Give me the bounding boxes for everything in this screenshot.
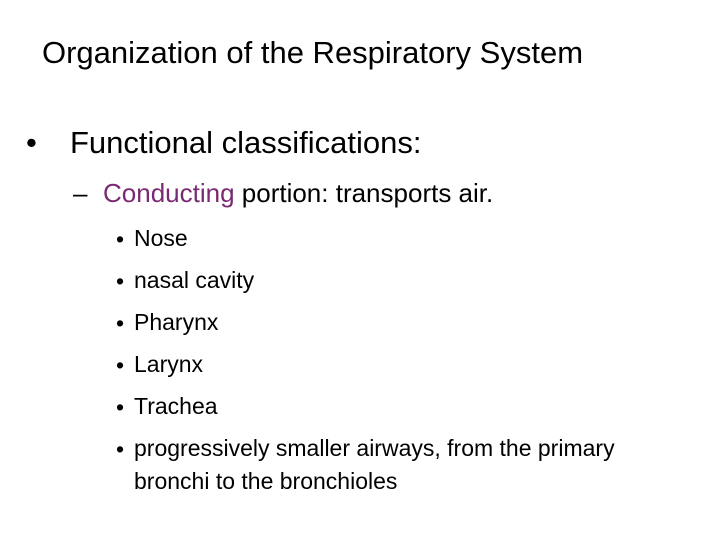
bullet-icon: • [116, 310, 125, 336]
list-item [116, 260, 696, 302]
list-item [116, 302, 696, 344]
bullet-icon: • [116, 394, 125, 420]
list-item [116, 428, 696, 503]
level2-dash-item [73, 172, 493, 214]
bullet-icon: • [116, 268, 125, 294]
bullet-icon: • [26, 125, 37, 160]
conducting-parts-list [116, 218, 696, 503]
bullet-icon: • [116, 352, 125, 378]
dash-icon: – [73, 178, 88, 208]
list-item [116, 386, 696, 428]
list-item-text: Pharynx [134, 309, 219, 335]
level1-text: Functional classifications: [70, 125, 422, 160]
bullet-icon: • [116, 226, 125, 252]
highlighted-term: Conducting [103, 178, 235, 208]
list-item-text: Trachea [134, 393, 218, 419]
list-item-text: progressively smaller airways, from the primary bronchi to the bronchioles [134, 435, 615, 494]
list-item-text: nasal cavity [134, 267, 255, 293]
level2-text: portion: transports air. [234, 178, 494, 208]
bullet-icon: • [116, 436, 125, 462]
list-item [116, 218, 696, 260]
list-item-text: Larynx [134, 351, 204, 377]
list-item [116, 344, 696, 386]
level1-bullet-item [26, 119, 422, 167]
list-item-text: Nose [134, 225, 188, 251]
slide-title: Organization of the Respiratory System [42, 35, 584, 70]
